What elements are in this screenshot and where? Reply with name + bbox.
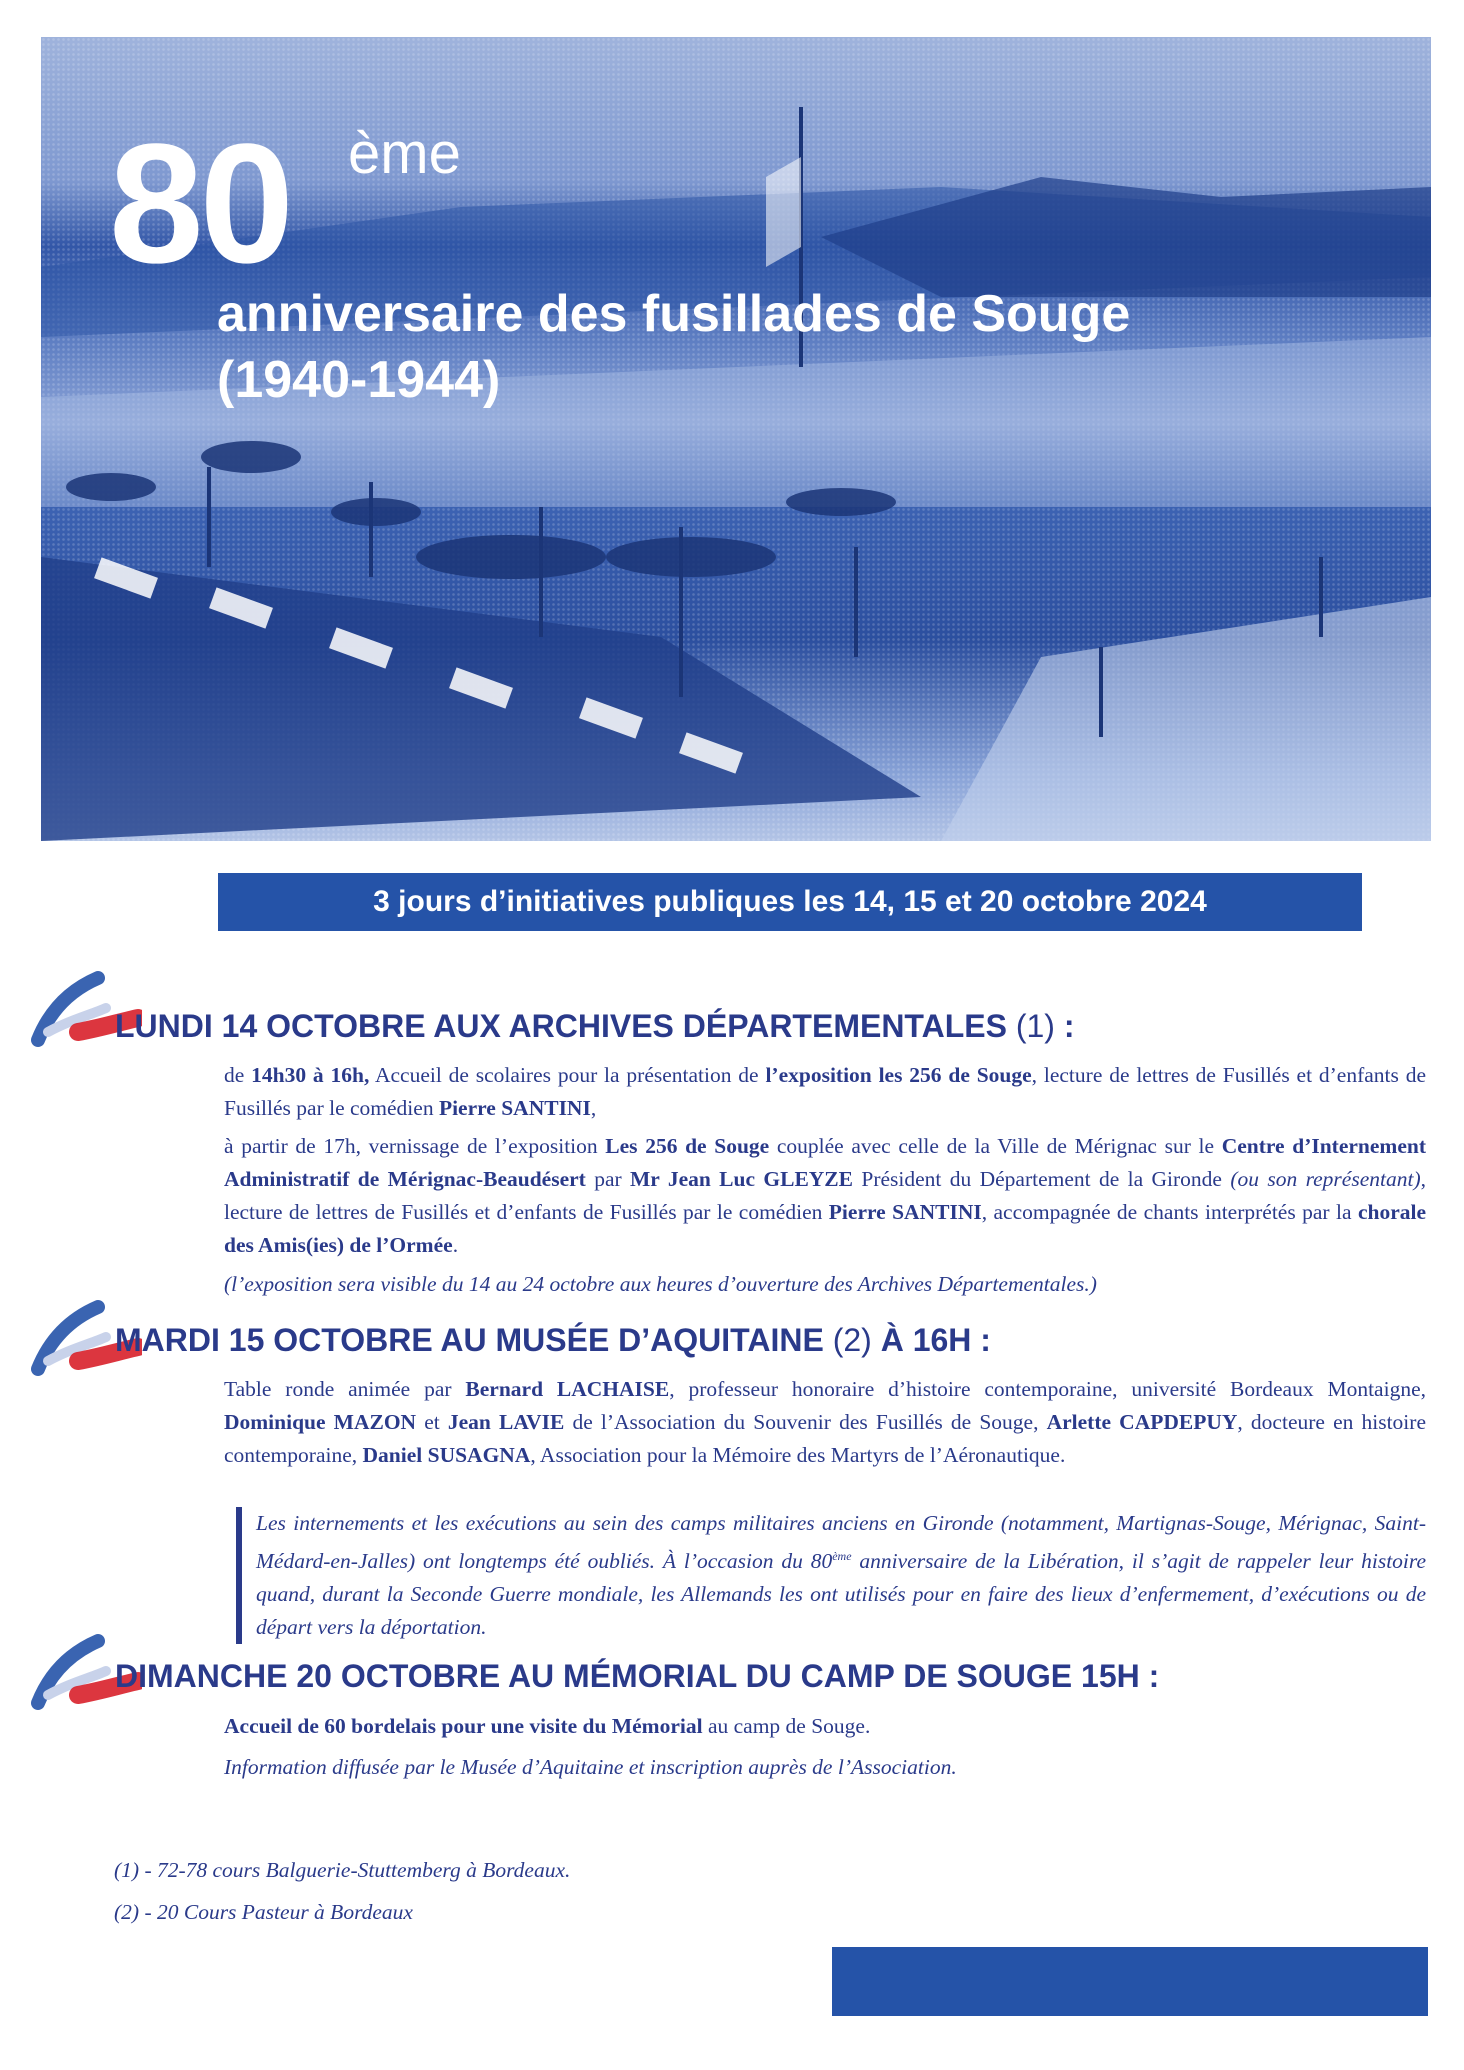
footnote-1: (1) - 72-78 cours Balguerie-Stuttemberg à Bordeaux. [114,1858,571,1882]
anniversary-superscript: ème [348,121,461,186]
sunday-heading: DIMANCHE 20 OCTOBRE AU MÉMORIAL DU CAMP DE SOUGE 15H : [115,1658,1160,1694]
tuesday-heading: MARDI 15 OCTOBRE AU MUSÉE D’AQUITAINE (2) À 16H : [115,1322,991,1358]
footnote-2: (2) - 20 Cours Pasteur à Bordeaux [114,1900,413,1924]
monday-paragraph-1: de 14h30 à 16h, Accueil de scolaires pour la présentation de l’exposition les 256 de Souge, lecture de lettres de Fusillés et d’enfants de Fusillés par le comédien Pierre SANTINI, [224,1063,1426,1120]
anniversary-number: 80 [109,109,291,299]
history-quote: Les internements et les exécutions au sein des camps militaires anciens en Gironde (notamment, Martignas-Souge, Mérignac, Saint-Médard-en-Jalles) ont longtemps été oubliés. À l’occasion du 80ème anniversaire de la Libération, il s’agit de rappeler leur histoire quand, durant la Seconde Guerre mondiale, les Allemands les ont utilisés pour en faire des lieux d’enfermement, d’exécutions ou de départ vers la déportation. [236,1507,1426,1644]
monday-heading: LUNDI 14 OCTOBRE AUX ARCHIVES DÉPARTEMENTALES (1) : [115,1008,1075,1044]
footer-color-block [832,1947,1428,2016]
monday-paragraph-2: à partir de 17h, vernissage de l’exposition Les 256 de Souge couplée avec celle de la Ville de Mérignac sur le Centre d’Internement Administratif de Mérignac-Beaudésert par Mr Jean Luc GLEYZE Président du Département de la Gironde (ou son représentant), lecture de lettres de Fusillés et d’enfants de Fusillés par le comédien Pierre SANTINI, accompagnée de chants interprétés par la chorale des Amis(ies) de l’Ormée. [224,1134,1426,1257]
hero-photo [41,37,1431,841]
monday-exhibition-note: (l’exposition sera visible du 14 au 24 octobre aux heures d’ouverture des Archives Départementales.) [224,1272,1097,1296]
page-title-years: (1940-1944) [217,351,501,409]
sunday-paragraph-2: Information diffusée par le Musée d’Aquitaine et inscription auprès de l’Association. [224,1755,957,1779]
dates-banner: 3 jours d’initiatives publiques les 14, 15 et 20 octobre 2024 [218,873,1362,931]
page-title: anniversaire des fusillades de Souge [217,285,1131,343]
tuesday-paragraph: Table ronde animée par Bernard LACHAISE, professeur honoraire d’histoire contemporaine, université Bordeaux Montaigne, Dominique MAZON et Jean LAVIE de l’Association du Souvenir des Fusillés de Souge, Arlette CAPDEPUY, docteure en histoire contemporaine, Daniel SUSAGNA, Association pour la Mémoire des Martyrs de l’Aéronautique. [224,1377,1426,1467]
sunday-paragraph-1: Accueil de 60 bordelais pour une visite du Mémorial au camp de Souge. [224,1714,871,1738]
